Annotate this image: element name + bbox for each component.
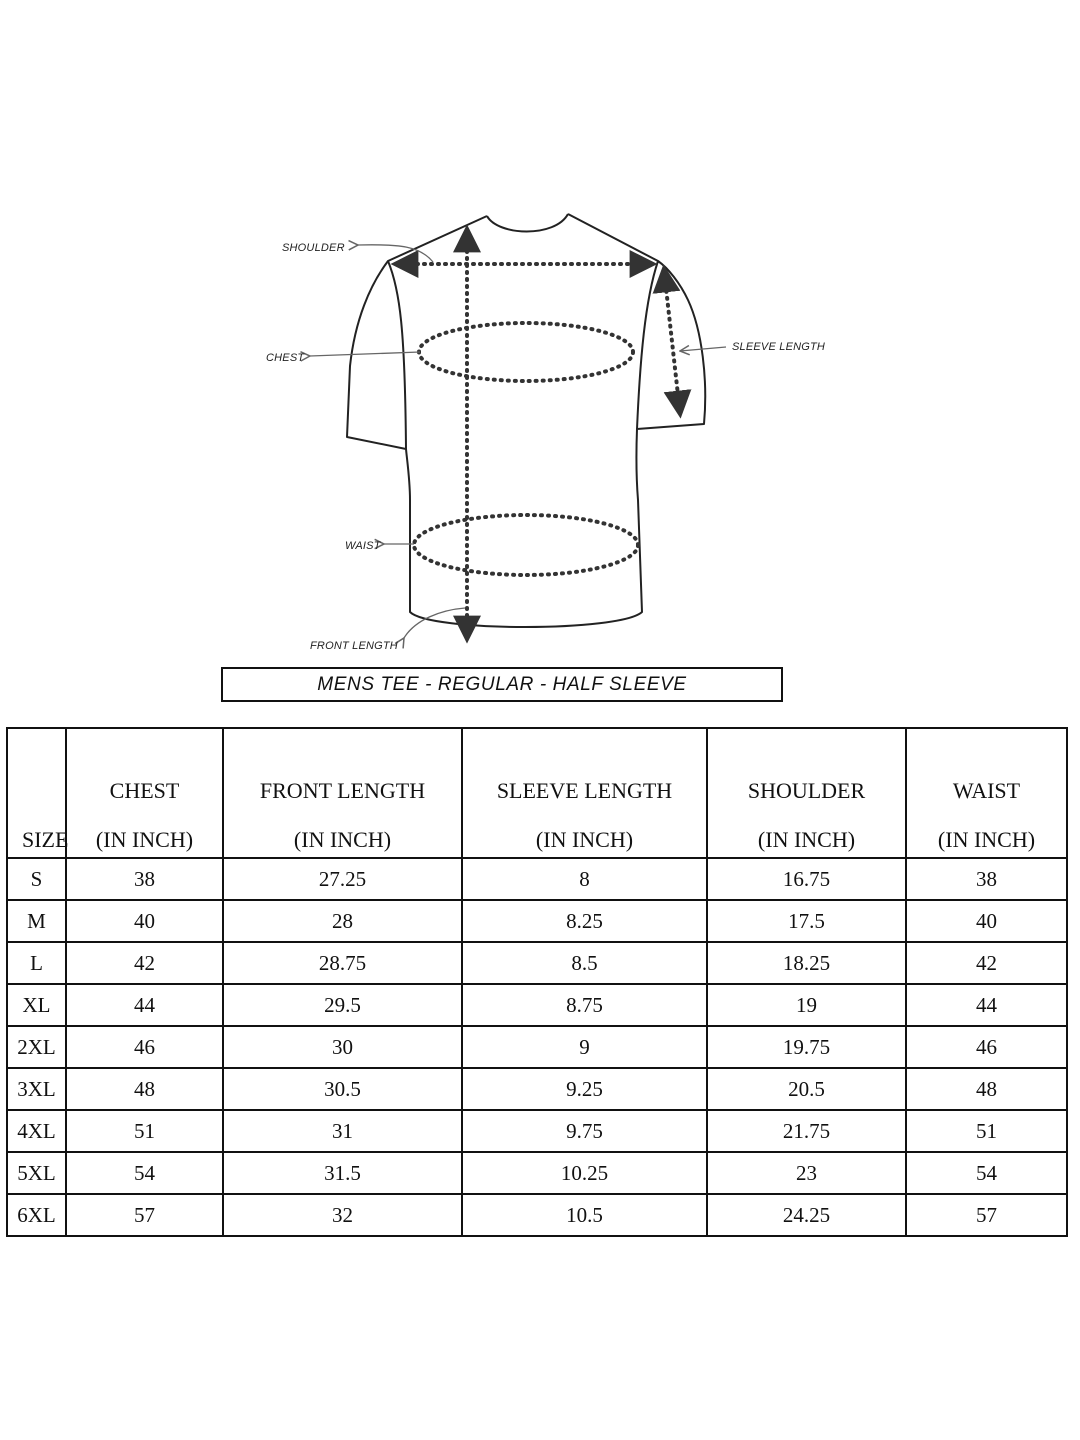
size-cell: M bbox=[7, 900, 66, 942]
size-cell: 5XL bbox=[7, 1152, 66, 1194]
size-cell: L bbox=[7, 942, 66, 984]
chest-label: CHEST bbox=[266, 352, 305, 364]
waist-cell: 51 bbox=[906, 1110, 1067, 1152]
size-cell: S bbox=[7, 858, 66, 900]
table-row bbox=[7, 1110, 1067, 1152]
shoulder-cell: 19.75 bbox=[707, 1026, 906, 1068]
column-header-size bbox=[7, 728, 69, 858]
front-length-label: FRONT LENGTH bbox=[310, 640, 398, 652]
chest-cell: 57 bbox=[66, 1194, 223, 1236]
tshirt-measurement-diagram bbox=[0, 0, 1080, 670]
table-row bbox=[7, 942, 1067, 984]
table-row bbox=[7, 1194, 1067, 1236]
column-header-shoulder bbox=[707, 728, 906, 858]
table-row bbox=[7, 984, 1067, 1026]
waist-cell: 48 bbox=[906, 1068, 1067, 1110]
column-header-unit: (IN INCH) bbox=[95, 826, 194, 852]
front-length-cell: 30.5 bbox=[223, 1068, 462, 1110]
table-row bbox=[7, 1068, 1067, 1110]
sleeve-length-cell: 10.25 bbox=[462, 1152, 707, 1194]
size-chart-table bbox=[6, 727, 1068, 1237]
chest-cell: 44 bbox=[66, 984, 223, 1026]
size-cell: 4XL bbox=[7, 1110, 66, 1152]
waist-cell: 44 bbox=[906, 984, 1067, 1026]
waist-cell: 40 bbox=[906, 900, 1067, 942]
chest-cell: 38 bbox=[66, 858, 223, 900]
sleeve-length-cell: 8.25 bbox=[462, 900, 707, 942]
shoulder-cell: 19 bbox=[707, 984, 906, 1026]
front-length-cell: 32 bbox=[223, 1194, 462, 1236]
sleeve-length-cell: 8.5 bbox=[462, 942, 707, 984]
size-cell: 3XL bbox=[7, 1068, 66, 1110]
column-header-title: CHEST bbox=[109, 778, 180, 804]
column-header-unit: (IN INCH) bbox=[757, 826, 856, 852]
size-cell: 2XL bbox=[7, 1026, 66, 1068]
waist-cell: 46 bbox=[906, 1026, 1067, 1068]
shoulder-cell: 24.25 bbox=[707, 1194, 906, 1236]
shoulder-cell: 17.5 bbox=[707, 900, 906, 942]
column-header-size-label: SIZE bbox=[22, 826, 69, 852]
column-header-chest bbox=[66, 728, 223, 858]
column-header-unit: (IN INCH) bbox=[293, 826, 392, 852]
column-header-title: WAIST bbox=[952, 778, 1021, 804]
shoulder-cell: 16.75 bbox=[707, 858, 906, 900]
front-length-cell: 29.5 bbox=[223, 984, 462, 1026]
waist-cell: 42 bbox=[906, 942, 1067, 984]
sleeve-length-cell: 8.75 bbox=[462, 984, 707, 1026]
size-cell: 6XL bbox=[7, 1194, 66, 1236]
column-header-title: FRONT LENGTH bbox=[259, 778, 426, 804]
table-row bbox=[7, 1026, 1067, 1068]
sleeve-length-cell: 9 bbox=[462, 1026, 707, 1068]
waist-cell: 54 bbox=[906, 1152, 1067, 1194]
chest-cell: 48 bbox=[66, 1068, 223, 1110]
column-header-unit: (IN INCH) bbox=[937, 826, 1036, 852]
column-header-title: SHOULDER bbox=[747, 778, 866, 804]
front-length-cell: 31 bbox=[223, 1110, 462, 1152]
column-header-title: SLEEVE LENGTH bbox=[496, 778, 673, 804]
table-row bbox=[7, 900, 1067, 942]
product-title: MENS TEE - REGULAR - HALF SLEEVE bbox=[221, 667, 783, 702]
sleeve-length-cell: 9.25 bbox=[462, 1068, 707, 1110]
chest-cell: 46 bbox=[66, 1026, 223, 1068]
column-header-waist bbox=[906, 728, 1067, 858]
front-length-cell: 31.5 bbox=[223, 1152, 462, 1194]
table-row bbox=[7, 1152, 1067, 1194]
shoulder-cell: 23 bbox=[707, 1152, 906, 1194]
table-header-row bbox=[7, 728, 1067, 858]
column-header-sleeve-length bbox=[462, 728, 707, 858]
column-header-front-length bbox=[223, 728, 462, 858]
front-length-cell: 28 bbox=[223, 900, 462, 942]
chest-cell: 42 bbox=[66, 942, 223, 984]
waist-label: WAIST bbox=[345, 540, 381, 552]
front-length-cell: 27.25 bbox=[223, 858, 462, 900]
table-row bbox=[7, 858, 1067, 900]
sleeve-length-label: SLEEVE LENGTH bbox=[732, 341, 826, 353]
sleeve-length-cell: 8 bbox=[462, 858, 707, 900]
shoulder-cell: 20.5 bbox=[707, 1068, 906, 1110]
sleeve-length-cell: 10.5 bbox=[462, 1194, 707, 1236]
waist-cell: 38 bbox=[906, 858, 1067, 900]
size-cell: XL bbox=[7, 984, 66, 1026]
shoulder-cell: 21.75 bbox=[707, 1110, 906, 1152]
waist-cell: 57 bbox=[906, 1194, 1067, 1236]
chest-cell: 51 bbox=[66, 1110, 223, 1152]
shoulder-cell: 18.25 bbox=[707, 942, 906, 984]
front-length-cell: 30 bbox=[223, 1026, 462, 1068]
chest-cell: 40 bbox=[66, 900, 223, 942]
front-length-cell: 28.75 bbox=[223, 942, 462, 984]
sleeve-length-cell: 9.75 bbox=[462, 1110, 707, 1152]
column-header-unit: (IN INCH) bbox=[535, 826, 634, 852]
shoulder-label: SHOULDER bbox=[282, 242, 345, 254]
tshirt-outline bbox=[347, 214, 705, 627]
chest-cell: 54 bbox=[66, 1152, 223, 1194]
